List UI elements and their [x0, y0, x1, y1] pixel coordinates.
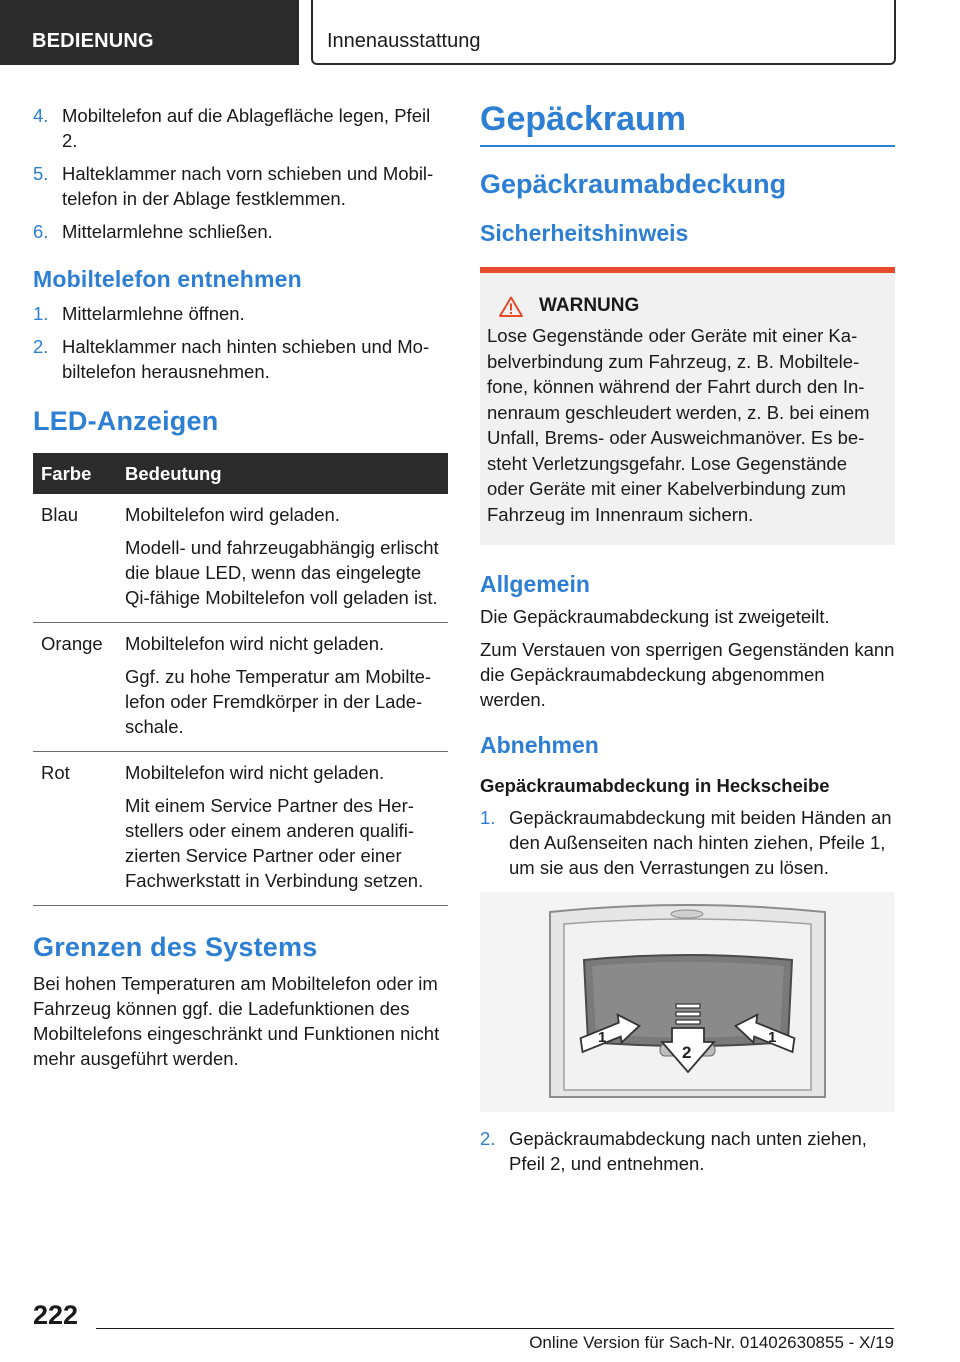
- page-number: 222: [33, 1300, 79, 1330]
- step-number: 2.: [33, 336, 49, 357]
- safety-heading: Sicherheitshinweis: [480, 220, 689, 246]
- step-text: Mittelarmlehne öffnen.: [62, 303, 245, 324]
- step-number: 5.: [33, 163, 49, 184]
- step-text: Gepäckraumabdeckung nach unten ziehen, Pfeil 2, und entnehmen.: [509, 1128, 867, 1174]
- led-heading: LED-Anzeigen: [33, 406, 219, 436]
- table-header-bedeutung: Bedeutung: [117, 453, 448, 494]
- section-tab: BEDIENUNG: [0, 0, 299, 65]
- step-item: [480, 805, 895, 880]
- step-text: Mittelarmlehne schließen.: [62, 221, 273, 242]
- cell-meaning: [117, 623, 448, 752]
- table-row: [33, 623, 448, 752]
- step-text: Halteklammer nach hinten schieben und Mobiltelefon herausnehmen.: [62, 336, 430, 382]
- trunk-cover-illustration: [480, 892, 895, 1112]
- step-item: [33, 301, 448, 326]
- step-number: 1.: [33, 303, 49, 324]
- step-number: 2.: [480, 1128, 496, 1149]
- meaning-line: Mobiltelefon wird nicht geladen.: [125, 762, 385, 783]
- meaning-line: Mobiltelefon wird geladen.: [125, 504, 340, 525]
- step-item: [33, 219, 448, 244]
- page-title: Gepäckraum: [480, 100, 895, 147]
- left-column: [33, 103, 448, 1079]
- right-column: [480, 100, 895, 1184]
- footer-divider: [96, 1328, 894, 1329]
- general-paragraph: Die Gepäckraumabdeckung ist zweigeteilt.: [480, 606, 830, 627]
- cell-meaning: [117, 752, 448, 906]
- warning-triangle-icon: [499, 296, 523, 317]
- step-text: Mobiltelefon auf die Ablagefläche legen, Pfeil 2.: [62, 105, 431, 151]
- cell-color: Orange: [33, 623, 117, 752]
- general-paragraph: Zum Verstauen von sperrigen Gegenständen kann die Gepäckraumabdeckung abgenommen werden.: [480, 639, 895, 710]
- step-item: [33, 161, 448, 211]
- arrow-left-label: 1: [598, 1029, 607, 1046]
- remove-phone-heading: Mobiltelefon entnehmen: [33, 266, 302, 292]
- meaning-line: Ggf. zu hohe Temperatur am Mobiltelefon oder Fremdkörper in der Ladeschale.: [125, 666, 432, 737]
- remove-heading: Abnehmen: [480, 732, 599, 758]
- meaning-line: Mobiltelefon wird nicht geladen.: [125, 633, 385, 654]
- meaning-line: Modell- und fahrzeugabhängig erlischt die blaue LED, wenn das eingelegte Qi-fähige Mobiltelefon voll geladen ist.: [125, 537, 439, 608]
- led-table: [33, 453, 448, 906]
- cell-color: Blau: [33, 494, 117, 623]
- arrow-center-label: 2: [682, 1043, 692, 1062]
- warning-label: WARNUNG: [539, 295, 640, 316]
- limits-heading: Grenzen des Systems: [33, 932, 318, 962]
- limits-text: Bei hohen Temperaturen am Mobiltelefon oder im Fahrzeug können ggf. die Ladefunktionen des Mobiltelefons eingeschränkt und Funktionen nicht mehr ausgeführt werden.: [33, 973, 440, 1069]
- step-number: 6.: [33, 221, 49, 242]
- cell-meaning: [117, 494, 448, 623]
- step-item: [480, 1126, 895, 1176]
- step-item: [33, 334, 448, 384]
- chapter-tab: Innenausstattung: [311, 0, 896, 65]
- table-row: [33, 752, 448, 906]
- step-item: [33, 103, 448, 153]
- warning-box: [480, 267, 895, 545]
- remove-subheading: Gepäckraumabdeckung in Heckscheibe: [480, 775, 830, 796]
- step-text: Gepäckraumabdeckung mit beiden Händen an den Außenseiten nach hinten ziehen, Pfeile 1, um sie aus den Verrastungen zu lösen.: [509, 807, 892, 878]
- warning-title: [487, 295, 887, 317]
- table-header-row: [33, 453, 448, 494]
- table-row: [33, 494, 448, 623]
- general-heading: Allgemein: [480, 571, 590, 597]
- arrow-right-label: 1: [768, 1029, 777, 1046]
- trunk-illustration-svg: [480, 892, 895, 1112]
- meaning-line: Mit einem Service Partner des Herstellers oder einem anderen qualifizierten Service Partner oder einer Fachwerkstatt in Verbindung setzen.: [125, 795, 424, 891]
- section-heading: Gepäckraumabdeckung: [480, 169, 787, 199]
- step-number: 4.: [33, 105, 49, 126]
- step-number: 1.: [480, 807, 496, 828]
- footer-text: Online Version für Sach-Nr. 01402630855 - X/19: [529, 1333, 894, 1352]
- table-header-farbe: Farbe: [33, 453, 117, 494]
- step-text: Halteklammer nach vorn schieben und Mobiltelefon in der Ablage festklemmen.: [62, 163, 434, 209]
- warning-text: Lose Gegenstände oder Geräte mit einer Kabelverbindung zum Fahrzeug, z. B. Mobiltelefone, können während der Fahrt durch den Innenraum geschleudert werden, z. B. bei einem Unfall, Brems- oder Ausweichmanöver. Es besteht Verletzungsgefahr. Lose Gegenstände oder Geräte mit einer Kabelverbindung zum Fahrzeug im Innenraum sichern.: [487, 325, 870, 525]
- cell-color: Rot: [33, 752, 117, 906]
